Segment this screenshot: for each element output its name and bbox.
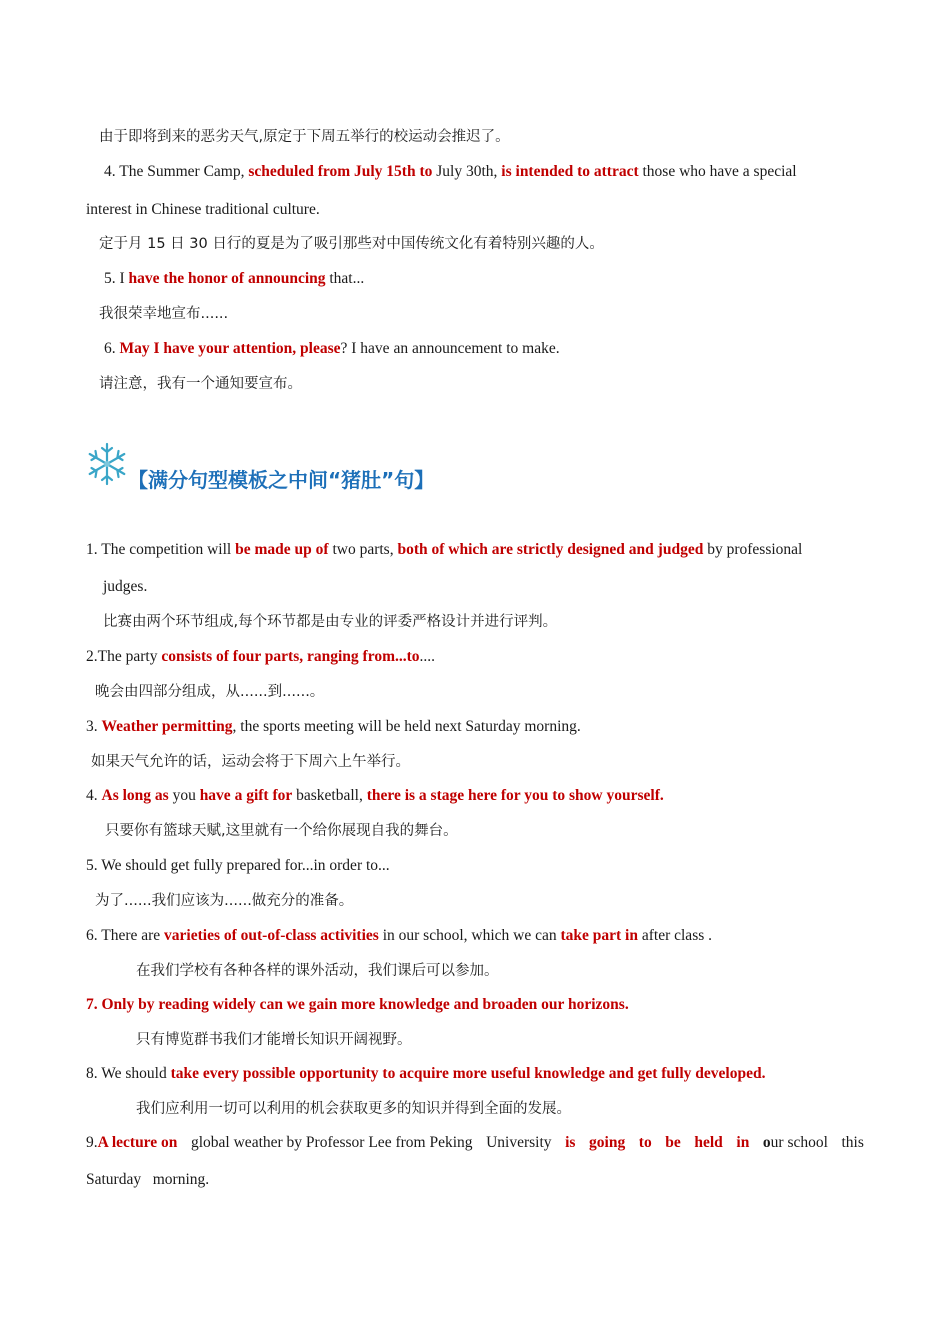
item-7-translation: 只有博览群书我们才能增长知识开阔视野。 xyxy=(136,1032,412,1048)
item-9-lead xyxy=(86,1133,177,1153)
highlight-phrase: varieties of out-of-class activities xyxy=(164,927,379,944)
sentence-4-translation: 定于月 15 日 30 日行的夏是为了吸引那些对中国传统文化有着特别兴趣的人。 xyxy=(99,236,604,252)
item-3 xyxy=(86,717,581,737)
sentence-6-translation: 请注意，我有一个通知要宣布。 xyxy=(99,376,302,392)
text-segment: that... xyxy=(325,270,365,287)
item-2-translation: 晚会由四部分组成，从......到......。 xyxy=(95,684,325,700)
item-8 xyxy=(86,1064,765,1084)
highlight-phrase: be made up of xyxy=(235,541,329,558)
highlight-phrase: scheduled from July 15th to xyxy=(248,163,433,180)
item-1 xyxy=(86,540,802,560)
text-segment: morning. xyxy=(152,1171,210,1188)
highlight-phrase: A lecture on xyxy=(97,1134,178,1151)
sentence-5-translation: 我很荣幸地宣布...... xyxy=(99,306,229,322)
highlight-phrase: is xyxy=(565,1134,576,1151)
text-segment: ur school xyxy=(770,1134,828,1151)
text-segment: this xyxy=(841,1134,864,1151)
text-segment: by professional xyxy=(703,541,803,558)
text-segment: 8. We should xyxy=(86,1065,171,1082)
text-segment: University xyxy=(486,1134,552,1151)
text-segment: 6. There are xyxy=(86,927,165,944)
highlight-phrase: going xyxy=(589,1134,626,1151)
sentence-3-translation: 由于即将到来的恶劣天气,原定于下周五举行的校运动会推迟了。 xyxy=(99,129,510,145)
text-segment: 6. xyxy=(104,340,120,357)
text-segment: basketball, xyxy=(292,787,367,804)
highlight-phrase: take every possible opportunity to acquire more useful knowledge and get fully developed xyxy=(170,1065,762,1082)
highlight-phrase: held xyxy=(694,1134,723,1151)
item-3-translation: 如果天气允许的话，运动会将于下周六上午举行。 xyxy=(91,754,410,770)
highlight-phrase: consists of four parts, ranging from...to xyxy=(161,648,420,665)
item-9-continued xyxy=(86,1170,209,1190)
text-segment: .... xyxy=(419,648,436,665)
item-6-translation: 在我们学校有各种各样的课外活动，我们课后可以参加。 xyxy=(136,963,499,979)
text-segment: 5. I xyxy=(104,270,129,287)
text-segment: 7. xyxy=(86,996,102,1013)
item-9-our xyxy=(763,1133,828,1153)
highlight-phrase: both of which are strictly designed and judged xyxy=(397,541,704,558)
text-segment: 2.The party xyxy=(86,648,162,665)
highlight-phrase: there is a stage here for you to show yourself. xyxy=(366,787,664,804)
highlight-phrase: is intended to attract xyxy=(501,163,639,180)
text-segment: Saturday xyxy=(86,1171,142,1188)
highlight-phrase: have the honor of announcing xyxy=(128,270,326,287)
highlight-phrase: have a gift for xyxy=(199,787,293,804)
highlight-phrase: take part in xyxy=(560,927,638,944)
text-segment: you xyxy=(168,787,200,804)
text-segment: o xyxy=(762,1134,771,1151)
item-5: 5. We should get fully prepared for...in order to... xyxy=(86,857,390,874)
text-segment: ? I have an announcement to make. xyxy=(340,340,560,357)
sentence-4 xyxy=(104,162,797,182)
item-6 xyxy=(86,926,712,946)
item-2 xyxy=(86,647,435,667)
highlight-phrase: be xyxy=(665,1134,681,1151)
snowflake-icon xyxy=(84,441,130,487)
text-segment: 1. The competition will xyxy=(86,541,236,558)
text-segment: 4. The Summer Camp, xyxy=(104,163,249,180)
item-4 xyxy=(86,786,664,806)
text-segment: , the sports meeting will be held next Saturday morning. xyxy=(232,718,581,735)
highlight-phrase: As long as xyxy=(101,787,169,804)
highlight-phrase: to xyxy=(638,1134,652,1151)
text-segment: those who have a special xyxy=(638,163,797,180)
item-5-translation: 为了......我们应该为......做充分的准备。 xyxy=(95,893,354,909)
highlight-phrase: Only by reading widely can we gain more knowledge and broaden our horizons. xyxy=(101,996,629,1013)
sentence-4-continued: interest in Chinese traditional culture. xyxy=(86,201,320,218)
highlight-phrase: May I have your attention, please xyxy=(119,340,341,357)
text-segment: . xyxy=(761,1065,766,1082)
item-1-translation: 比赛由两个环节组成,每个环节都是由专业的评委严格设计并进行评判。 xyxy=(103,614,558,630)
text-segment: 4. xyxy=(86,787,102,804)
item-1-continued: judges. xyxy=(103,578,148,595)
text-segment: in our school, which we can xyxy=(378,927,561,944)
sentence-5 xyxy=(104,269,364,289)
highlight-phrase: Weather permitting xyxy=(101,718,233,735)
text-segment: two parts, xyxy=(328,541,398,558)
section-heading: 【满分句型模板之中间“猪肚”句】 xyxy=(128,468,435,492)
item-7 xyxy=(86,995,629,1015)
text-segment: 9. xyxy=(86,1134,98,1151)
text-segment: July 30th, xyxy=(432,163,502,180)
text-segment: global weather by Professor Lee from Peking xyxy=(191,1134,473,1151)
text-segment: after class . xyxy=(637,927,713,944)
item-8-translation: 我们应利用一切可以利用的机会获取更多的知识并得到全面的发展。 xyxy=(136,1101,571,1117)
text-segment: 3. xyxy=(86,718,102,735)
item-4-translation: 只要你有篮球天赋,这里就有一个给你展现自我的舞台。 xyxy=(105,823,458,839)
sentence-6 xyxy=(104,339,560,359)
highlight-phrase: in xyxy=(736,1134,750,1151)
item-9 xyxy=(86,1133,864,1153)
